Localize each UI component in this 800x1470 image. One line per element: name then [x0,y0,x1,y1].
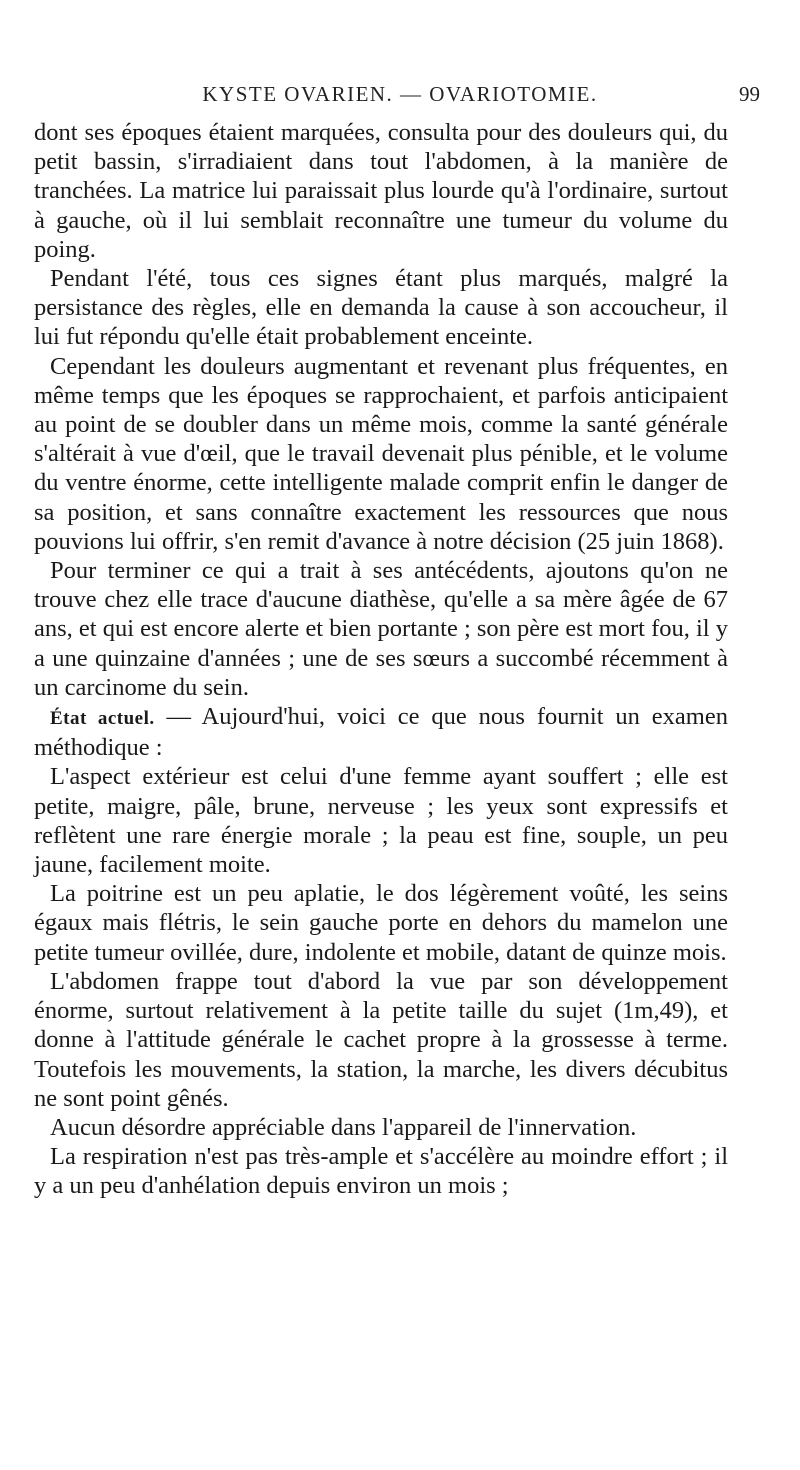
paragraph-1: dont ses époques étaient marquées, consulta pour des douleurs qui, du petit bassin, s'irradiaient dans tout l'abdomen, à la manière de tranchées. La matrice lui paraissait plus lourde qu'à l'ordinaire, surtout à gauche, où il lui semblait reconnaître une tumeur du volume du poing. [34,119,728,263]
section-label: État actuel. [50,708,155,730]
paragraph-10: La respiration n'est pas très-ample et s'accélère au moindre effort ; il y a un peu d'anhélation depuis environ un mois ; [34,1143,728,1200]
paragraph-7: La poitrine est un peu aplatie, le dos légèrement voûté, les seins égaux mais flétris, le sein gauche porte en dehors du mamelon une petite tumeur ovillée, dure, indolente et mobile, datant de quinze mois. [34,880,728,966]
running-head: KYSTE OVARIEN. — OVARIOTOMIE. [202,82,598,106]
paragraph-2: Pendant l'été, tous ces signes étant plus marqués, malgré la persistance des règles, elle en demanda la cause à son accoucheur, il lui fut répondu qu'elle était probablement enceinte. [34,265,728,351]
paragraph-4: Pour terminer ce qui a trait à ses antécédents, ajoutons qu'on ne trouve chez elle trace d'aucune diathèse, qu'elle a sa mère âgée de 67 ans, et qui est encore alerte et bien portante ; son père est mort fou, il y a une quinzaine d'années ; une de ses sœurs a succombé récemment à un carcinome du sein. [34,557,728,701]
paragraph-5 [34,702,728,762]
paragraph-3: Cependant les douleurs augmentant et revenant plus fréquentes, en même temps que les époques se rapprochaient, et parfois anticipaient au point de se doubler dans un même mois, comme la santé générale s'altérait à vue d'œil, que le travail devenait plus pénible, et le volume du ventre énorme, cette intelligente malade comprit enfin le danger de sa position, et sans connaître exactement les ressources que nous pouvions lui offrir, s'en remit d'avance à notre décision (25 juin 1868). [34,352,728,555]
page-number: 99 [739,82,760,106]
paragraph-8: L'abdomen frappe tout d'abord la vue par son développement énorme, surtout relativement à la petite taille du sujet (1m,49), et donne à l'attitude générale le cachet propre à la grossesse à terme. Toutefois les mouvements, la station, la marche, les divers décubitus ne sont point gênés. [34,967,728,1112]
page-header [40,82,760,114]
body-text [34,118,728,1201]
paragraph-9: Aucun désordre appréciable dans l'appareil de l'innervation. [50,1113,637,1141]
paragraph-6: L'aspect extérieur est celui d'une femme ayant souffert ; elle est petite, maigre, pâle, brune, nerveuse ; les yeux sont expressifs et reflètent une rare énergie morale ; la peau est fine, souple, un peu jaune, facilement moite. [34,763,728,879]
paragraph-5-text: — Aujourd'hui, voici ce que nous fournit un examen méthodique : [34,703,728,762]
